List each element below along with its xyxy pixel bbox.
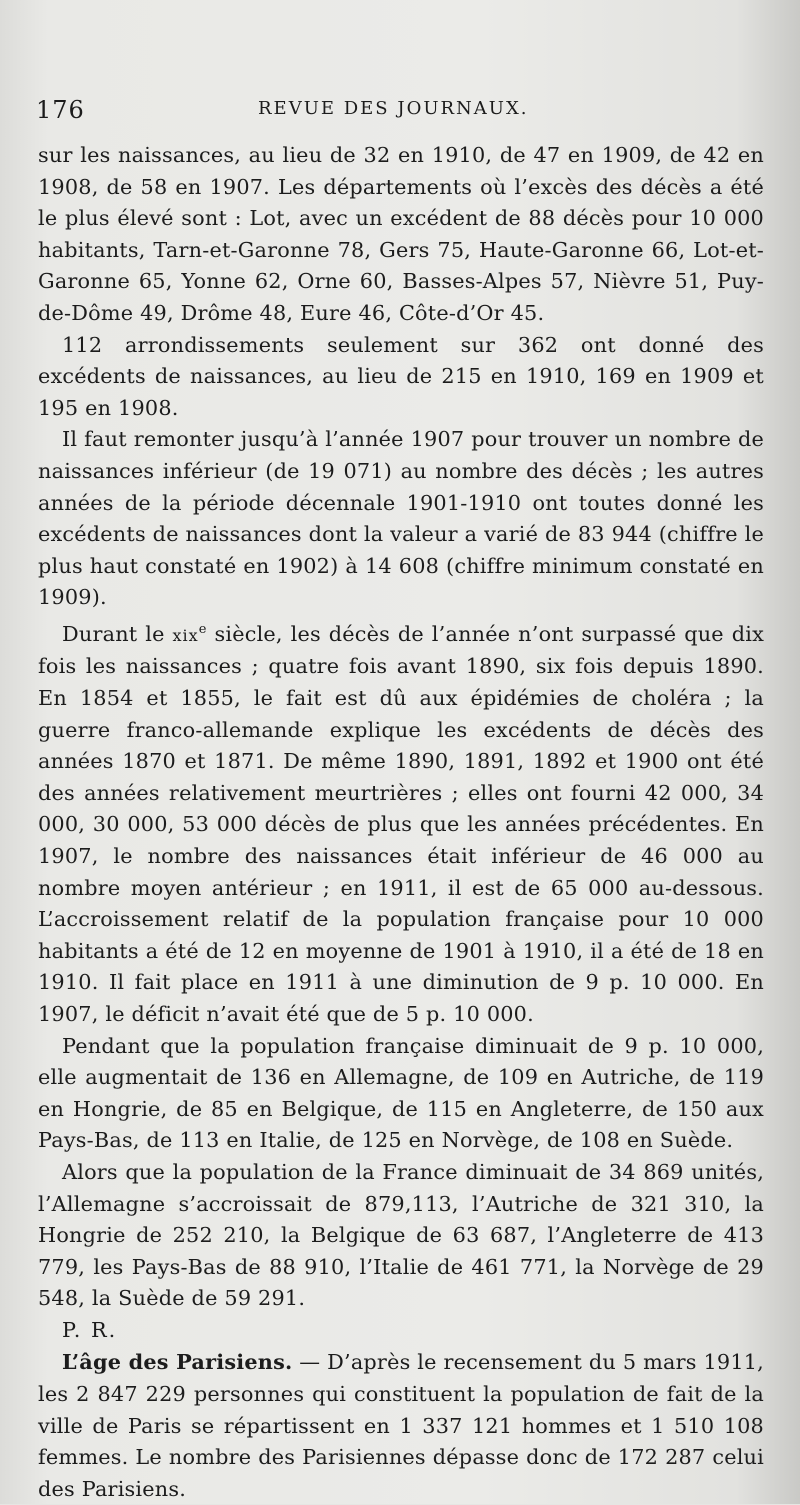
paragraph-2: 112 arrondissements seulement sur 362 ont donné des excédents de naissances, au lieu de 215 en 1910, 169 en 1909 et 195 en 1908.	[38, 332, 764, 420]
paragraph-4	[38, 614, 764, 1031]
paragraph-5: Pendant que la population française diminuait de 9 p. 10 000, elle augmentait de 136 en Allemagne, de 109 en Autriche, de 119 en Hongrie, de 85 en Belgique, de 115 en Angleterre, de 150 aux Pays-Bas, de 113 en Italie, de 125 en Norvège, de 108 en Suède.	[38, 1033, 764, 1153]
paragraph-4-rest: siècle, les décès de l’année n’ont surpassé que dix fois les naissances ; quatre fois avant 1890, six fois depuis 1890. En 1854 et 1855, le fait est dû aux épidémies de choléra ; la guerre franco-allemande explique les excédents de décès des années 1870 et 1871. De même 1890, 1891, 1892 et 1900 ont été des années relativement meurtrières ; elles ont fourni 42 000, 34 000, 30 000, 53 000 décès de plus que les années précédentes. En 1907, le nombre des naissances était inférieur de 46 000 au nombre moyen antérieur ; en 1911, il est de 65 000 au-dessous. L’accroissement relatif de la population française pour 10 000 habitants a été de 12 en moyenne de 1901 à 1910, il a été de 18 en 1910. Il fait place en 1911 à une diminution de 9 p. 10 000. En 1907, le déficit n’avait été que de 5 p. 10 000.	[38, 621, 765, 1026]
section-paragraph	[38, 1346, 764, 1505]
century-superscript: e	[198, 621, 207, 637]
running-title: REVUE DES JOURNAUX.	[258, 98, 529, 119]
paragraph-3: Il faut remonter jusqu’à l’année 1907 pour trouver un nombre de naissances inférieur (de 19 071) au nombre des décès ; les autres années de la période décennale 1901-1910 ont toutes donné les excédents de naissances dont la valeur a varié de 83 944 (chiffre le plus haut constaté en 1902) à 14 608 (chiffre minimum constaté en 1909).	[38, 427, 764, 610]
paragraph-6: Alors que la population de la France diminuait de 34 869 unités, l’Allemagne s’accroissait de 879,113, l’Autriche de 321 310, la Hongrie de 252 210, la Belgique de 63 687, l’Angleterre de 413 779, les Pays-Bas de 88 910, l’Italie de 461 771, la Norvège de 29 548, la Suède de 59 291.	[38, 1159, 764, 1311]
article-body	[38, 140, 764, 1505]
paragraph-1: sur les naissances, au lieu de 32 en 1910, de 47 en 1909, de 42 en 1908, de 58 en 1907. Les départements où l’excès des décès a été le plus élevé sont : Lot, avec un excédent de 88 décès pour 10 000 habitants, Tarn-et-Garonne 78, Gers 75, Haute-Garonne 66, Lot-et-Garonne 65, Yonne 62, Orne 60, Basses-Alpes 57, Nièvre 51, Puy-de-Dôme 49, Drôme 48, Eure 46, Côte-d’Or 45.	[38, 143, 764, 325]
section-title: L’âge des Parisiens.	[62, 1349, 293, 1375]
page-header	[36, 96, 760, 132]
century-numeral: xix	[172, 625, 199, 645]
author-signature: P. R.	[62, 1317, 118, 1342]
section-text: — D’après le recensement du 5 mars 1911, les 2 847 229 personnes qui constituent la population de fait de la ville de Paris se répartissent en 1 337 121 hommes et 1 510 108 femmes. Le nombre des Parisiennes dépasse donc de 172 287 celui des Parisiens.	[38, 1350, 764, 1501]
paragraph-4-start: Durant le	[62, 621, 173, 646]
page-number: 176	[36, 96, 85, 124]
